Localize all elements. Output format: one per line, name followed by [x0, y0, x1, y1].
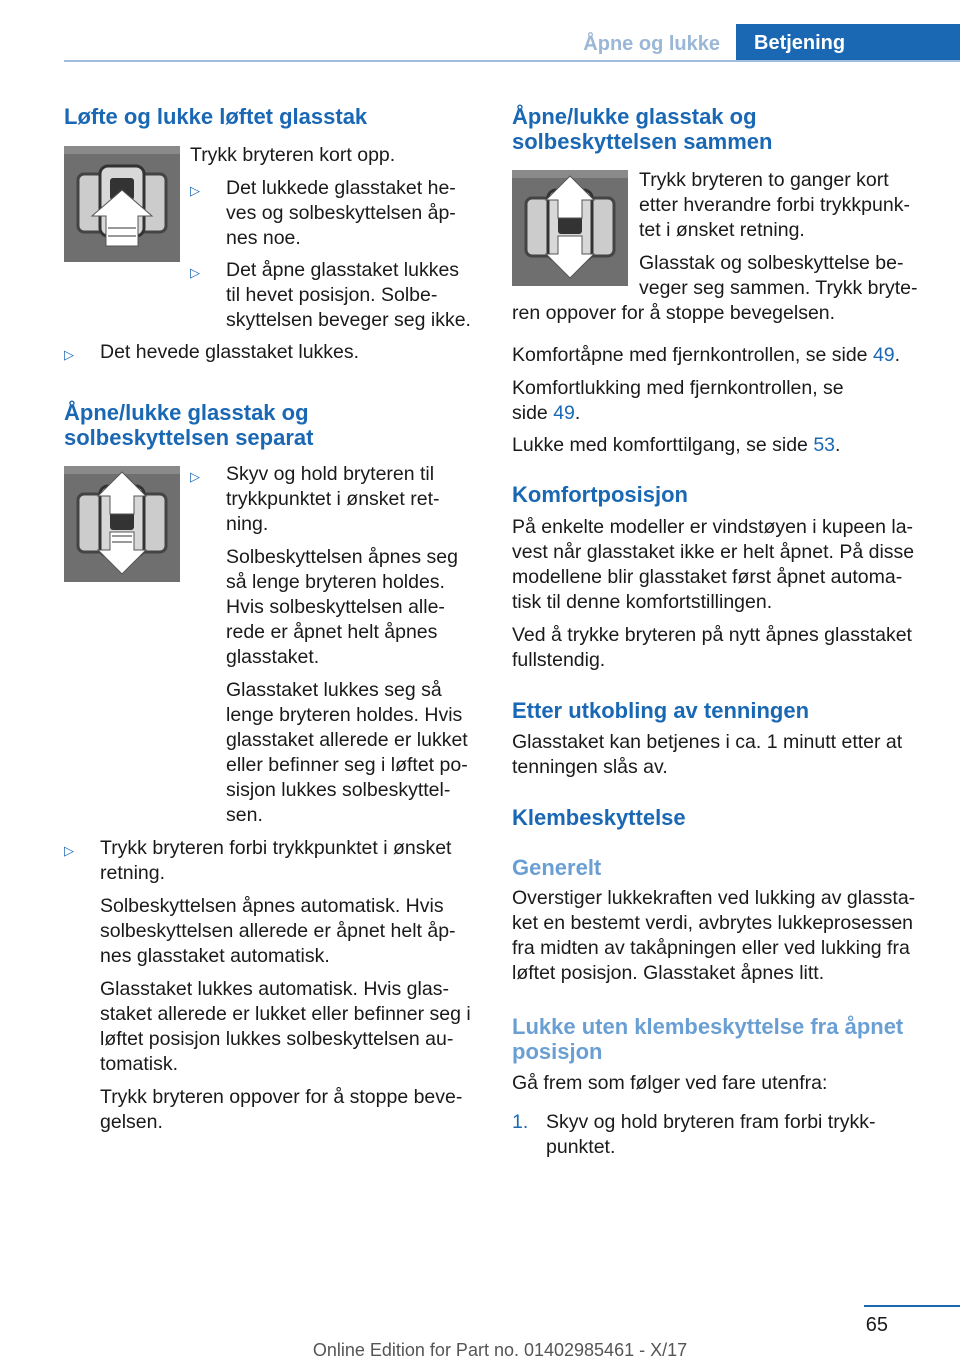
- title-line: Åpne/lukke glasstak og: [512, 104, 757, 129]
- text-line: punktet.: [546, 1136, 616, 1158]
- section-title-comfort-position: Komfortposisjon: [512, 482, 688, 507]
- page-link[interactable]: 53: [813, 434, 836, 456]
- footer-edition: Online Edition for Part no. 01402985461 - X/17: [312, 1340, 688, 1360]
- text-line: gelsen.: [100, 1111, 163, 1133]
- text-line: Glasstaket kan betjenes i ca. 1 minutt etter at: [512, 731, 903, 753]
- roof-switch-updown-icon: [64, 466, 180, 582]
- text-line: solbeskyttelsen allerede er åpnet helt åp-: [100, 920, 456, 942]
- text-line: nes noe.: [226, 227, 301, 249]
- section-title-lift-close: Løfte og lukke løftet glasstak: [64, 104, 368, 129]
- list-item: [190, 176, 482, 251]
- page-link[interactable]: 49: [872, 344, 895, 366]
- text-line: nes glasstaket automatisk.: [100, 945, 330, 967]
- s3-paragraph-3: Komfortåpne med fjernkontrollen, se side 49.: [512, 344, 901, 366]
- text-line: tomatisk.: [100, 1053, 179, 1075]
- page-link[interactable]: 49: [553, 402, 575, 424]
- text-line: ves og solbeskyttelsen åp-: [226, 202, 456, 224]
- text-line: Overstiger lukkekraften ved lukking av glassta-: [512, 887, 916, 909]
- text-line: vest når glasstaket ikke er helt åpnet. På disse: [512, 541, 915, 563]
- page-number: 65: [865, 1314, 888, 1336]
- text-line: retning.: [100, 862, 166, 884]
- text-line: Skyv og hold bryteren til: [226, 463, 435, 485]
- s3-paragraph-5: Lukke med komforttilgang, se side 53.: [512, 434, 841, 456]
- text-line: sisjon lukkes solbeskyttel-: [226, 779, 451, 801]
- list-item: [190, 462, 490, 828]
- title-line: solbeskyttelsen sammen: [512, 129, 773, 154]
- header-section-title: Åpne og lukke: [583, 33, 720, 55]
- text-line: sen.: [226, 804, 263, 826]
- text-line: skyttelsen beveger seg ikke.: [226, 309, 471, 331]
- text-line: Komfortlukking med fjernkontrollen, se: [512, 377, 844, 399]
- section-title-after-ignition: Etter utkobling av tenningen: [512, 698, 810, 723]
- text-line: staket allerede er lukket eller befinner seg i: [100, 1003, 471, 1025]
- s8-paragraph-1: Gå frem som følger ved fare utenfra:: [512, 1072, 828, 1094]
- s1-intro: Trykk bryteren kort opp.: [190, 144, 396, 166]
- text-line: tet i ønsket retning.: [639, 219, 805, 241]
- text: Komfortåpne med fjernkontrollen, se side: [512, 344, 873, 366]
- numbered-item: [512, 1110, 932, 1160]
- roof-switch-updown-icon: [512, 170, 628, 286]
- text-line: Solbeskyttelsen åpnes seg: [226, 546, 458, 568]
- list-item: [64, 836, 482, 1135]
- s4-paragraph-1: [512, 515, 932, 673]
- header-rule: [64, 60, 960, 62]
- text-line: Glasstak og solbeskyttelse be-: [639, 252, 904, 274]
- text-line: Det åpne glasstaket lukkes: [226, 259, 460, 281]
- text-line: ning.: [226, 513, 269, 535]
- text-line: løftet posisjon. Glasstaket åpnes litt.: [512, 962, 825, 984]
- text-line: veger seg sammen. Trykk bryte-: [639, 277, 918, 299]
- section-title-pinch-protection: Klembeskyttelse: [512, 805, 686, 830]
- text-line: til hevet posisjon. Solbe-: [226, 284, 438, 306]
- section-title-together: [512, 104, 772, 154]
- title-line: Lukke uten klembeskyttelse fra åpnet: [512, 1014, 904, 1039]
- text-line: rede er åpnet helt åpnes: [226, 621, 438, 643]
- list-item: [190, 258, 482, 333]
- bullet-triangle-icon: ▷: [190, 183, 200, 198]
- text-line: etter hverandre forbi trykkpunk-: [639, 194, 910, 216]
- section-title-close-without-pinch: [512, 1014, 903, 1064]
- title-line: solbeskyttelsen separat: [64, 425, 314, 450]
- item-number: 1.: [512, 1111, 529, 1133]
- title-line: Åpne/lukke glasstak og: [64, 400, 309, 425]
- text: Lukke med komforttilgang, se side: [512, 434, 814, 456]
- text-line: fra midten av takåpningen eller ved lukking fra: [512, 937, 910, 959]
- text-line: Ved å trykke bryteren på nytt åpnes glasstaket: [512, 624, 912, 646]
- text-line: Skyv og hold bryteren fram forbi trykk-: [546, 1111, 876, 1133]
- switch-image-up: [64, 146, 180, 262]
- text-line: Solbeskyttelsen åpnes automatisk. Hvis: [100, 895, 444, 917]
- text-line: glasstaket.: [226, 646, 320, 668]
- text-line: På enkelte modeller er vindstøyen i kupeen la-: [512, 516, 914, 538]
- text-line: så lenge bryteren holdes.: [226, 571, 445, 593]
- text-line: fullstendig.: [512, 649, 606, 671]
- text-line: Det lukkede glasstaket he-: [226, 177, 456, 199]
- text-line: tisk til denne komfortstillingen.: [512, 591, 773, 613]
- switch-image-updown-2: [512, 170, 628, 286]
- s3-paragraph-4: Komfortlukking med fjernkontrollen, se side 49.: [512, 377, 844, 424]
- bullet-triangle-icon: ▷: [190, 265, 200, 280]
- text: side: [512, 402, 554, 424]
- text-line: Glasstaket lukkes automatisk. Hvis glas-: [100, 978, 449, 1000]
- text-line: Trykk bryteren oppover for å stoppe beve-: [100, 1086, 463, 1108]
- text-line: Trykk bryteren forbi trykkpunktet i ønsket: [100, 837, 452, 859]
- section-title-separate: [64, 400, 313, 450]
- text-line: lenge bryteren holdes. Hvis: [226, 704, 463, 726]
- title-line: posisjon: [512, 1039, 603, 1064]
- switch-image-updown: [64, 466, 180, 582]
- roof-switch-up-icon: [64, 146, 180, 262]
- bullet-triangle-icon: ▷: [64, 347, 74, 362]
- s3-paragraph-1: [639, 168, 932, 301]
- text-line: Glasstaket lukkes seg så: [226, 679, 442, 701]
- text-line: modellene blir glasstaket først åpnet automa-: [512, 566, 903, 588]
- section-title-general: Generelt: [512, 855, 602, 880]
- text-line: eller befinner seg i løftet po-: [226, 754, 468, 776]
- text-line: glasstaket allerede er lukket: [226, 729, 468, 751]
- s5-paragraph-1: [512, 730, 902, 780]
- footer-rule: [864, 1305, 960, 1307]
- text-line: tenningen slås av.: [512, 756, 668, 778]
- list-item: [64, 340, 482, 365]
- text-line: ket en bestemt verdi, avbrytes lukkeprosessen: [512, 912, 914, 934]
- text-line: løftet posisjon lukkes solbeskyttelsen au-: [100, 1028, 454, 1050]
- s3-paragraph-2-tail: ren oppover for å stoppe bevegelsen.: [512, 302, 836, 324]
- text-line: Hvis solbeskyttelsen alle-: [226, 596, 445, 618]
- text-line: Trykk bryteren to ganger kort: [639, 169, 889, 191]
- s7-paragraph-1: [512, 886, 932, 986]
- header-chapter-tab: Betjening: [736, 24, 960, 62]
- bullet-triangle-icon: ▷: [64, 843, 74, 858]
- text-line: Det hevede glasstaket lukkes.: [100, 341, 360, 363]
- bullet-triangle-icon: ▷: [190, 469, 200, 484]
- text-line: trykkpunktet i ønsket ret-: [226, 488, 440, 510]
